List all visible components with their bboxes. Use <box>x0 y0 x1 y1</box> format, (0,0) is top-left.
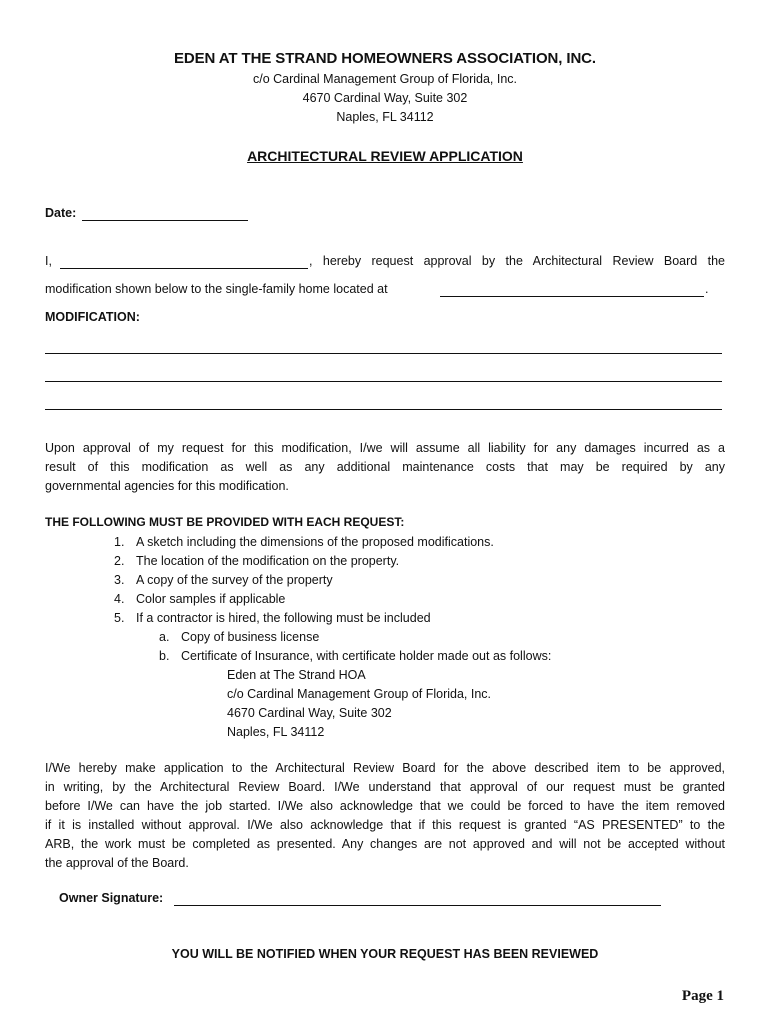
liability-line-1: Upon approval of my request for this modification, I/we will assume all liability for any damages incurred as a <box>45 441 725 455</box>
application-line-5: ARB, the work must be completed as presented. Any changes are not approved and will not be accepted without <box>45 837 725 851</box>
application-line-3: before I/We can have the job started. I/We also acknowledge that we could be forced to have the item removed <box>45 799 725 813</box>
requirements-list: 1. A sketch including the dimensions of the proposed modifications. 2. The location of the modification on the property. 3. A copy of the survey of the property 4. Color samples if applicable 5. If a contractor is hired, the following must be included <box>114 535 494 625</box>
owner-signature-field[interactable] <box>174 905 661 906</box>
liability-line-3: governmental agencies for this modification. <box>45 479 289 493</box>
applicant-name-field[interactable] <box>60 268 308 269</box>
modification-label: MODIFICATION: <box>45 310 140 324</box>
application-line-6: the approval of the Board. <box>45 856 189 870</box>
form-title: ARCHITECTURAL REVIEW APPLICATION <box>247 148 523 164</box>
modification-line-1[interactable] <box>45 353 722 354</box>
certificate-holder-block <box>227 666 547 746</box>
certificate-holder-line: Naples, FL 34112 <box>227 725 325 739</box>
application-line-2: in writing, by the Architectural Review Board. I/We understand that approval of our request must be granted <box>45 780 725 794</box>
liability-line-2: result of this modification as well as any additional maintenance costs that may be required by any <box>45 460 725 474</box>
owner-signature-label: Owner Signature: <box>59 891 164 905</box>
review-notice: YOU WILL BE NOTIFIED WHEN YOUR REQUEST HAS BEEN REVIEWED <box>171 947 599 961</box>
page-number: Page 1 <box>681 988 724 1004</box>
certificate-holder-line: 4670 Cardinal Way, Suite 302 <box>227 706 392 720</box>
certificate-holder-line: Eden at The Strand HOA <box>227 668 366 682</box>
application-line-4: if it is installed without approval. I/We also acknowledge that if this request is granted “AS PRESENTED” to the <box>45 818 725 832</box>
liability-paragraph <box>45 439 725 496</box>
request-line-2: modification shown below to the single-family home located at <box>45 282 388 296</box>
application-paragraph <box>45 759 725 873</box>
application-line-1: I/We hereby make application to the Architectural Review Board for the above described item to be approved, <box>45 761 725 775</box>
address-line-3: Naples, FL 34112 <box>336 110 434 124</box>
request-line-2-end: . <box>705 282 709 296</box>
contractor-items-list: a. Copy of business license b. Certificate of Insurance, with certificate holder made out as follows: <box>159 630 552 663</box>
modification-line-3[interactable] <box>45 409 722 410</box>
requirements-heading: THE FOLLOWING MUST BE PROVIDED WITH EACH REQUEST: <box>45 515 405 529</box>
request-prefix: I, <box>45 254 52 268</box>
request-text: , hereby request approval by the Architectural Review Board the <box>309 254 725 268</box>
date-label: Date: <box>45 206 77 220</box>
property-address-field[interactable] <box>440 296 704 297</box>
address-line-1: c/o Cardinal Management Group of Florida, Inc. <box>252 72 518 86</box>
modification-line-2[interactable] <box>45 381 722 382</box>
association-name: EDEN AT THE STRAND HOMEOWNERS ASSOCIATION, INC. <box>174 50 596 67</box>
date-field[interactable] <box>82 220 248 221</box>
address-line-2: 4670 Cardinal Way, Suite 302 <box>302 91 468 105</box>
certificate-holder-line: c/o Cardinal Management Group of Florida, Inc. <box>227 687 492 701</box>
